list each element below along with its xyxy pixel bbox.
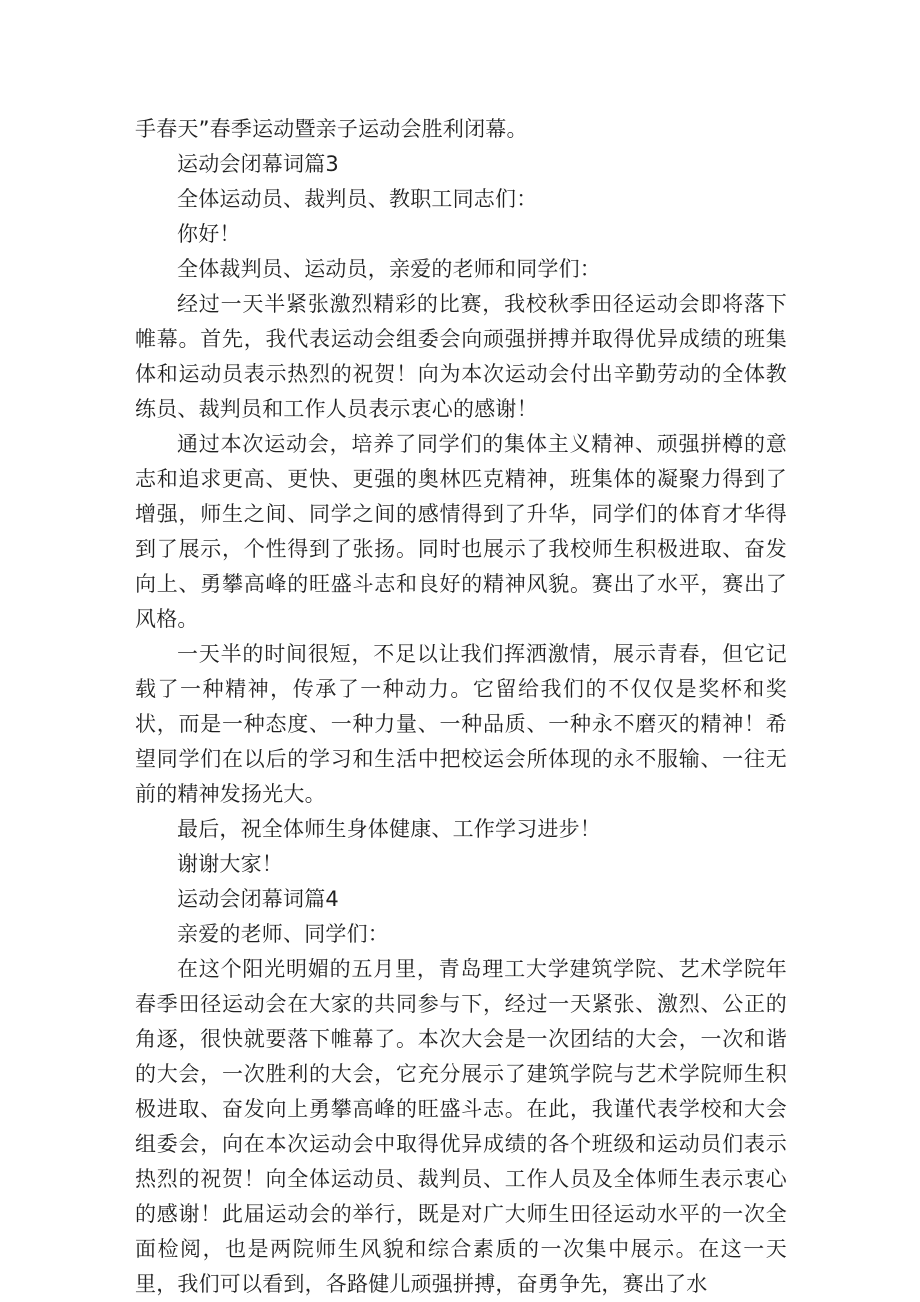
document-body bbox=[135, 112, 787, 1302]
section-heading-4: 运动会闭幕词篇4 bbox=[177, 887, 339, 911]
paragraph-continuation: 手春天”春季运动暨亲子运动会胜利闭幕。 bbox=[135, 117, 528, 141]
body-paragraph: 通过本次运动会，培养了同学们的集体主义精神、顽强拼樽的意志和追求更高、更快、更强的奥林匹克精神，班集体的凝聚力得到了增强，师生之间、同学之间的感情得到了升华，同学们的体育才华得到了展示，个性得到了张扬。同时也展示了我校师生积极进取、奋发向上、勇攀高峰的旺盛斗志和良好的精神风貌。赛出了水平，赛出了风格。 bbox=[135, 432, 787, 631]
thanks-paragraph: 谢谢大家！ bbox=[177, 852, 283, 876]
greeting-paragraph: 你好！ bbox=[177, 222, 241, 246]
salutation-paragraph: 全体裁判员、运动员，亲爱的老师和同学们： bbox=[177, 257, 601, 281]
salutation-paragraph: 全体运动员、裁判员、教职工同志们： bbox=[177, 187, 538, 211]
salutation-paragraph: 亲爱的老师、同学们： bbox=[177, 922, 389, 946]
body-paragraph: 一天半的时间很短，不足以让我们挥洒激情，展示青春，但它记载了一种精神，传承了一种动力。它留给我们的不仅仅是奖杯和奖状，而是一种态度、一种力量、一种品质、一种永不磨灭的精神！希望同学们在以后的学习和生活中把校运会所体现的永不服输、一往无前的精神发扬光大。 bbox=[135, 642, 787, 806]
section-heading-3: 运动会闭幕词篇3 bbox=[177, 152, 339, 176]
body-paragraph: 经过一天半紧张激烈精彩的比赛，我校秋季田径运动会即将落下帷幕。首先，我代表运动会组委会向顽强拼搏并取得优异成绩的班集体和运动员表示热烈的祝贺！向为本次运动会付出辛勤劳动的全体教练员、裁判员和工作人员表示衷心的感谢！ bbox=[135, 292, 787, 421]
closing-paragraph: 最后，祝全体师生身体健康、工作学习进步！ bbox=[177, 817, 601, 841]
body-paragraph: 在这个阳光明媚的五月里，青岛理工大学建筑学院、艺术学院年春季田径运动会在大家的共同参与下，经过一天紧张、激烈、公正的角逐，很快就要落下帷幕了。本次大会是一次团结的大会，一次和谐的大会，一次胜利的大会，它充分展示了建筑学院与艺术学院师生积极进取、奋发向上勇攀高峰的旺盛斗志。在此，我谨代表学校和大会组委会，向在本次运动会中取得优异成绩的各个班级和运动员们表示热烈的祝贺！向全体运动员、裁判员、工作人员及全体师生表示衷心的感谢！此届运动会的举行，既是对广大师生田径运动水平的一次全面检阅，也是两院师生风貌和综合素质的一次集中展示。在这一天里，我们可以看到，各路健儿顽强拼搏，奋勇争先，赛出了水 bbox=[135, 957, 787, 1296]
